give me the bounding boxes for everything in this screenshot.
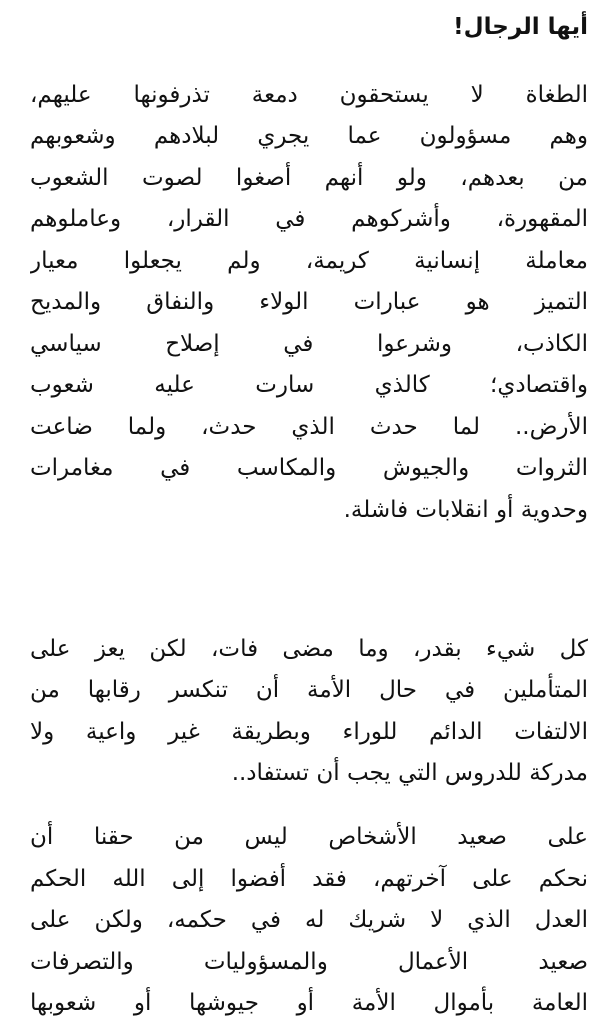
paragraph1-line: الكاذب، وشرعوا في إصلاح سياسي: [30, 331, 588, 357]
paragraph3-line: العامة بأموال الأمة أو جيوشها أو شعوبها: [30, 990, 588, 1016]
paragraph1-line: من بعدهم، ولو أنهم أصغوا لصوت الشعوب: [30, 165, 588, 191]
paragraph1-line: الطغاة لا يستحقون دمعة تذرفونها عليهم،: [30, 82, 588, 108]
paragraph1-line: واقتصادي؛ كالذي سارت عليه شعوب: [30, 372, 588, 398]
paragraph2-line: المتأملين في حال الأمة أن تنكسر رقابها من: [30, 677, 588, 703]
paragraph3-line: نحكم على آخرتهم، فقد أفضوا إلى الله الحكم: [30, 866, 588, 892]
paragraph2-line: الالتفات الدائم للوراء وبطريقة غير واعية ولا: [30, 719, 588, 745]
paragraph1-line: معاملة إنسانية كريمة، ولم يجعلوا معيار: [30, 248, 588, 274]
paragraph3-line: على صعيد الأشخاص ليس من حقنا أن: [30, 824, 588, 850]
paragraph1-line: وهم مسؤولون عما يجري لبلادهم وشعوبهم: [30, 123, 588, 149]
paragraph1-line: المقهورة، وأشركوهم في القرار، وعاملوهم: [30, 206, 588, 232]
paragraph3-line: العدل الذي لا شريك له في حكمه، ولكن على: [30, 907, 588, 933]
paragraph2-line: كل شيء بقدر، وما مضى فات، لكن يعز على: [30, 636, 588, 662]
paragraph2-line: مدركة للدروس التي يجب أن تستفاد..: [231, 760, 588, 786]
paragraph1-line: التميز هو عبارات الولاء والنفاق والمديح: [30, 289, 588, 315]
paragraph1-line: الثروات والجيوش والمكاسب في مغامرات: [30, 455, 588, 481]
document-heading: أيها الرجال!: [453, 14, 588, 40]
paragraph1-line: الأرض.. لما حدث الذي حدث، ولما ضاعت: [30, 414, 588, 440]
paragraph3-line: صعيد الأعمال والمسؤوليات والتصرفات: [30, 949, 588, 975]
paragraph1-line: وحدوية أو انقلابات فاشلة.: [343, 497, 588, 523]
